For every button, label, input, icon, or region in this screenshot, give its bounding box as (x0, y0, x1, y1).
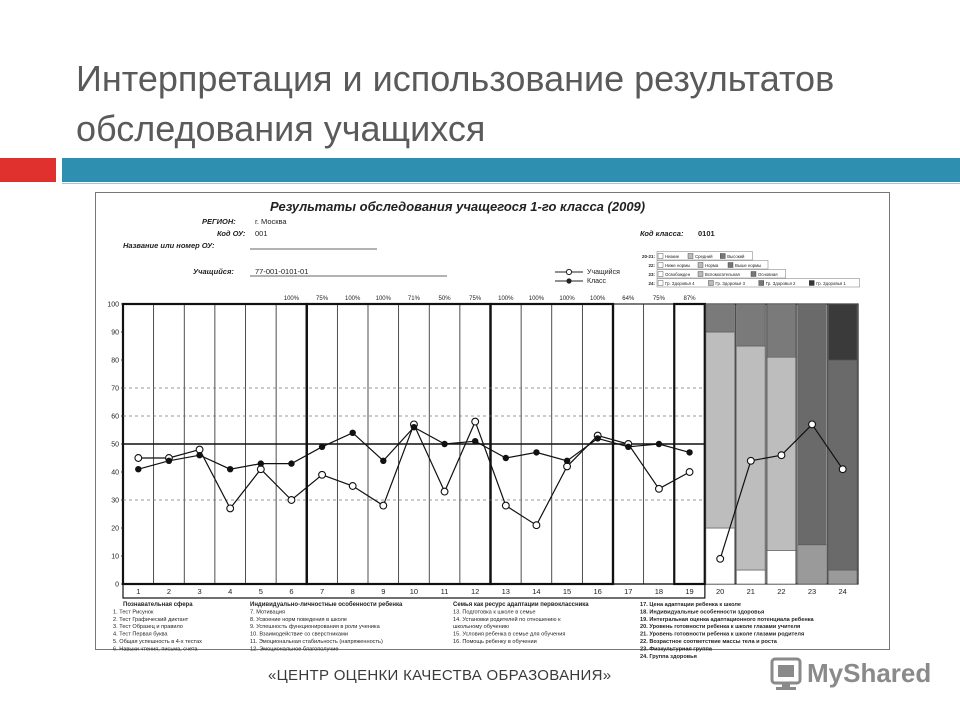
description-line: 7. Мотивация (250, 609, 285, 616)
y-tick-label: 20 (111, 525, 119, 533)
description-line: 22. Возрастное соответствие массы тела и роста (640, 639, 777, 645)
student-label: Учащийся: (193, 267, 234, 276)
scale-legend-swatch (698, 263, 703, 268)
scale-legend-item: Средний (695, 254, 713, 259)
description-line: 9. Успешность функционирования в роли ученика (250, 624, 380, 631)
scale-legend-swatch (759, 281, 764, 286)
student-point (717, 555, 724, 562)
class-point (258, 460, 264, 466)
stack-segment (798, 545, 827, 584)
scale-legend-item: Гр. Здоровья 4 (665, 281, 695, 286)
student-point (349, 483, 356, 490)
description-line: 4. Тест Первая буква (113, 631, 168, 638)
student-point (747, 457, 754, 464)
scale-legend-item: Высокий (727, 254, 745, 259)
x-tick-label: 23 (807, 587, 817, 596)
percent-label: 100% (528, 296, 545, 302)
scale-legend-item: Низкие (665, 254, 680, 259)
class-point (625, 444, 631, 450)
report-chart (95, 192, 890, 660)
percent-label: 75% (469, 296, 482, 302)
scale-legend-item: Гр. Здоровья 3 (715, 281, 745, 286)
scale-legend-key: 23: (648, 272, 655, 277)
scale-legend-swatch (751, 272, 756, 277)
description-line: 5. Общая успешность в 4-х тестах (113, 639, 202, 645)
class-point (441, 441, 447, 447)
class-point (503, 455, 509, 461)
percent-label: 100% (375, 296, 391, 302)
student-point (472, 418, 479, 425)
legend-student-marker (566, 269, 571, 274)
scale-legend-key: 24: (648, 281, 655, 286)
report-chart-frame (95, 192, 890, 660)
y-tick-label: 30 (111, 497, 119, 505)
accent-bar-blue (62, 158, 960, 182)
legend-class-marker (566, 278, 571, 283)
x-tick-label: 17 (624, 587, 633, 596)
ou-value: 001 (255, 229, 268, 238)
percent-label: 100% (559, 296, 575, 302)
x-tick-label: 18 (654, 587, 664, 596)
description-line: 10. Взаимодействие со сверстниками (250, 631, 348, 638)
student-point (686, 469, 693, 476)
student-point (502, 502, 509, 509)
class-point (656, 441, 662, 447)
description-line: 12. Эмоциональное благополучие (250, 646, 339, 653)
percent-label: 64% (622, 296, 635, 302)
student-point (135, 455, 142, 462)
student-point (319, 471, 326, 478)
ou-name-label: Название или номер ОУ: (123, 241, 215, 250)
y-tick-label: 80 (111, 357, 119, 365)
stack-segment (767, 550, 796, 584)
scale-legend-item: Основная (758, 272, 778, 277)
description-line: 6. Навыки чтения, письма, счета (113, 646, 198, 653)
class-code-label: Код класса: (640, 229, 684, 238)
description-line: 19. Интегральная оценка адаптационного потенциала ребенка (640, 616, 814, 623)
description-line: 18. Индивидуальные особенности здоровья (640, 609, 765, 616)
accent-bar-red (0, 158, 56, 182)
y-tick-label: 0 (115, 581, 119, 589)
student-point (257, 466, 264, 473)
scale-legend-swatch (809, 281, 814, 286)
student-point (288, 497, 295, 504)
description-line: 24. Группа здоровья (640, 653, 697, 660)
percent-label: 75% (316, 296, 329, 302)
scale-legend-swatch (658, 281, 663, 286)
stack-segment (767, 304, 796, 357)
percent-label: 75% (652, 296, 665, 302)
x-tick-label: 12 (471, 587, 480, 596)
slide-title-line1: Интерпретация и использование результатов (76, 58, 835, 99)
class-point (319, 444, 325, 450)
description-line: 8. Усвоение норм поведения в школе (250, 616, 348, 623)
y-tick-label: 90 (111, 329, 119, 337)
y-tick-label: 70 (111, 385, 119, 393)
class-point (472, 438, 478, 444)
scale-legend-swatch (688, 254, 693, 259)
x-tick-label: 5 (258, 587, 263, 596)
percent-label: 50% (438, 296, 451, 302)
x-tick-label: 13 (501, 587, 510, 596)
x-tick-label: 24 (838, 587, 847, 596)
x-tick-label: 7 (319, 587, 325, 596)
class-point (288, 460, 294, 466)
scale-legend-item: Норма (705, 263, 719, 268)
scale-legend-swatch (658, 254, 663, 259)
section-title-family: Семья как ресурс адаптации первоклассника (453, 602, 589, 608)
description-line: 20. Уровень готовности ребенка к школе глазами учителя (640, 624, 801, 631)
x-tick-label: 3 (197, 587, 202, 596)
x-tick-label: 21 (746, 587, 755, 596)
x-tick-label: 11 (440, 587, 449, 596)
description-line: 17. Цена адаптации ребенка к школе (640, 602, 741, 608)
class-point (686, 449, 692, 455)
scale-legend-key: 20-21: (641, 254, 655, 259)
student-point (656, 485, 663, 492)
x-tick-label: 14 (532, 587, 541, 596)
scale-legend-swatch (708, 281, 713, 286)
class-point (533, 449, 539, 455)
scale-legend-item: Выше нормы (735, 263, 762, 268)
class-point (135, 466, 141, 472)
y-tick-label: 50 (111, 441, 119, 449)
stack-segment (828, 360, 857, 570)
description-line: 3. Тест Образец и правило (113, 624, 183, 631)
x-tick-label: 10 (409, 587, 419, 596)
class-point (196, 452, 202, 458)
description-line: 16. Помощь ребенку в обучении (453, 639, 537, 645)
stack-segment (828, 304, 857, 360)
scale-legend-swatch (658, 263, 663, 268)
x-tick-label: 19 (685, 587, 694, 596)
class-point (594, 435, 600, 441)
class-point (227, 466, 233, 472)
percent-label: 71% (407, 296, 420, 302)
student-point (380, 502, 387, 509)
x-tick-label: 16 (593, 587, 602, 596)
x-tick-label: 20 (716, 587, 725, 596)
student-point (564, 463, 571, 470)
region-value: г. Москва (255, 217, 287, 226)
slide-title (76, 54, 936, 154)
scale-legend-item: Ниже нормы (665, 263, 691, 268)
percent-label: 100% (283, 296, 300, 302)
description-line: 14. Установки родителей по отношению к (453, 616, 561, 623)
stack-segment (737, 304, 766, 346)
scale-legend-swatch (658, 272, 663, 277)
x-tick-label: 6 (289, 587, 294, 596)
y-tick-label: 100 (107, 301, 119, 309)
student-point (778, 452, 785, 459)
x-tick-label: 15 (562, 587, 572, 596)
class-point (564, 458, 570, 464)
legend-student-label: Учащийся (587, 269, 620, 276)
description-line: 23. Физкультурная группа (640, 646, 712, 653)
stack-segment (706, 332, 735, 528)
description-line: 2. Тест Графический диктант (113, 616, 189, 623)
description-line: 1. Тест Рисунок (113, 609, 154, 616)
report-title: Результаты обследования учащегося 1-го класса (2009) (270, 199, 646, 214)
percent-label: 100% (498, 296, 514, 302)
description-line: 11. Эмоциональная стабильность (напряженность) (250, 639, 383, 645)
y-tick-label: 60 (111, 413, 119, 421)
percent-label: 100% (590, 296, 606, 302)
y-tick-label: 40 (111, 469, 119, 477)
student-point (227, 505, 234, 512)
student-point (809, 421, 816, 428)
scale-legend-item: Гр. Здоровья 2 (765, 281, 796, 286)
ou-label: Код ОУ: (217, 229, 246, 238)
x-tick-label: 9 (381, 587, 386, 596)
scale-legend-item: Вспомогательная (705, 272, 740, 277)
student-point (533, 522, 540, 529)
footer-caption: «ЦЕНТР ОЦЕНКИ КАЧЕСТВА ОБРАЗОВАНИЯ» (268, 667, 612, 684)
x-tick-label: 1 (136, 587, 141, 596)
x-tick-label: 22 (777, 587, 786, 596)
stack-segment (737, 570, 766, 584)
scale-legend-item: Освобожден (665, 272, 691, 277)
class-point (166, 458, 172, 464)
section-title-cognitive: Познавательная сфера (123, 602, 193, 608)
legend-class-label: Класс (587, 278, 607, 285)
section-title-personal: Индивидуально-личностные особенности ребенка (250, 602, 403, 608)
description-line: 13. Подготовка к школе в семье (453, 609, 536, 616)
slide-title-line2: обследования учащихся (76, 108, 486, 149)
student-point (196, 446, 203, 453)
logo-text: MyShared (807, 658, 932, 688)
class-point (380, 458, 386, 464)
scale-legend-swatch (728, 263, 733, 268)
stack-segment (828, 570, 857, 584)
x-tick-label: 4 (228, 587, 233, 596)
x-tick-label: 2 (166, 587, 172, 596)
accent-bar-underline (62, 183, 960, 184)
y-tick-label: 10 (111, 553, 119, 561)
percent-label: 100% (345, 296, 361, 302)
student-value: 77-001-0101-01 (255, 267, 309, 276)
scale-legend-key: 22: (648, 263, 655, 268)
percent-label: 87% (683, 296, 696, 302)
stack-segment (706, 304, 735, 332)
x-tick-label: 8 (350, 587, 355, 596)
scale-legend-swatch (698, 272, 703, 277)
class-point (411, 424, 417, 430)
student-point (441, 488, 448, 495)
description-line: 21. Уровень готовности ребенка к школе глазами родителя (640, 631, 805, 638)
description-line: школьному обучению (453, 624, 510, 631)
region-label: РЕГИОН: (202, 217, 236, 226)
scale-legend-item: Гр. Здоровья 1 (816, 281, 846, 286)
stacked-columns (706, 304, 857, 584)
scale-legend-swatch (720, 254, 725, 259)
class-code-value: 0101 (698, 229, 715, 238)
student-point (839, 466, 846, 473)
description-line: 15. Условия ребенка в семье для обучения (453, 631, 566, 638)
class-point (349, 430, 355, 436)
